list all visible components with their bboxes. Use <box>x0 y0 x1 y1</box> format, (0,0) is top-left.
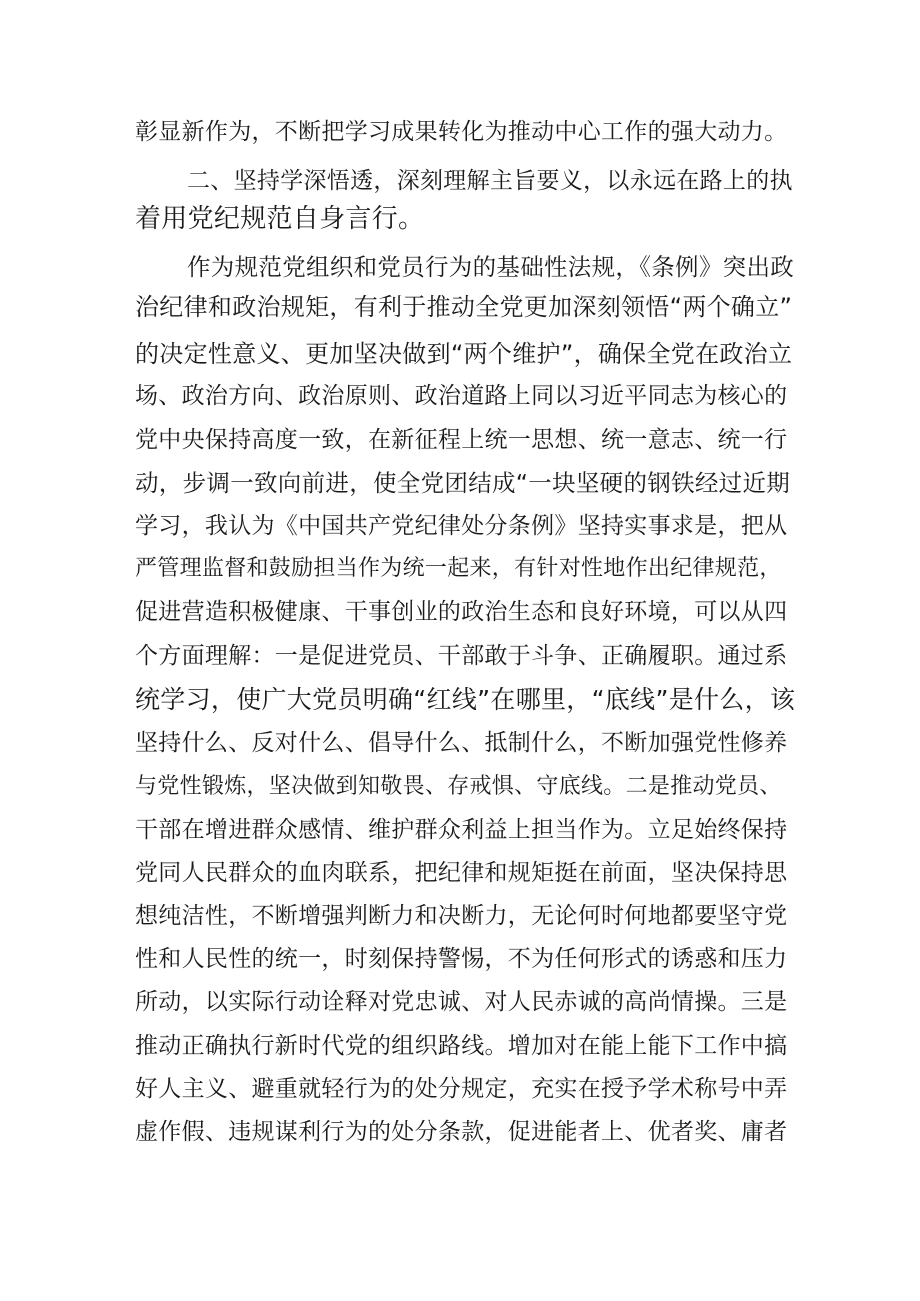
text-line: 与党性锻炼，坚决做到知敬畏、存戒惧、守底线。二是推动党员、 <box>135 774 782 799</box>
text-line: 严管理监督和鼓励担当作为统一起来，有针对性地作出纪律规范， <box>135 556 782 581</box>
text-line: 所动，以实际行动诠释对党忠诚、对人民赤诚的高尚情操。三是 <box>135 989 788 1015</box>
text-line: 干部在增进群众感情、维护群众利益上担当作为。立足始终保持 <box>135 817 788 843</box>
text-line: 想纯洁性，不断增强判断力和决断力，无论何时何地都要坚守党 <box>135 903 788 929</box>
text-line: 坚持什么、反对什么、倡导什么、抵制什么，不断加强党性修养 <box>135 730 788 756</box>
text-line: 场、政治方向、政治原则、政治道路上同以习近平同志为核心的 <box>135 383 788 409</box>
text-line: 促进营造积极健康、干事创业的政治生态和良好环境，可以从四 <box>135 599 788 625</box>
text-line: 党同人民群众的血肉联系，把纪律和规矩挺在前面，坚决保持思 <box>135 860 788 886</box>
text-line: 的决定性意义、更加坚决做到“两个维护”，确保全党在政治立 <box>135 340 793 368</box>
text-line: 统学习，使广大党员明确“红线”在哪里，“底线”是什么，该 <box>135 685 795 714</box>
section-heading-line: 着用党纪规范自身言行。 <box>135 204 425 234</box>
text-line: 推动正确执行新时代党的组织路线。增加对在能上能下工作中搞 <box>135 1033 788 1059</box>
text-line: 虚作假、违规谋利行为的处分条款，促进能者上、优者奖、庸者 <box>135 1119 788 1145</box>
section-heading-line: 二、坚持学深悟透，深刻理解主旨要义，以永远在路上的执 <box>187 168 793 194</box>
text-line: 动，步调一致向前进，使全党团结成“一块坚硬的钢铁经过近期 <box>135 469 791 497</box>
text-line: 彰显新作为，不断把学习成果转化为推动中心工作的强大动力。 <box>135 119 788 145</box>
text-line: 性和人民性的统一，时刻保持警惕，不为任何形式的诱惑和压力 <box>135 946 788 972</box>
text-line: 好人主义、避重就轻行为的处分规定，充实在授予学术称号中弄 <box>135 1076 788 1102</box>
paragraph-first-line: 作为规范党组织和党员行为的基础性法规，《条例》突出政 <box>187 253 795 281</box>
text-line: 治纪律和政治规矩，有利于推动全党更加深刻领悟“两个确立” <box>135 293 793 321</box>
text-line: 党中央保持高度一致，在新征程上统一思想、统一意志、统一行 <box>135 427 788 453</box>
text-line: 个方面理解：一是促进党员、干部敢于斗争、正确履职。通过系 <box>135 643 788 669</box>
text-line: 学习，我认为《中国共产党纪律处分条例》坚持实事求是，把从 <box>135 513 788 539</box>
